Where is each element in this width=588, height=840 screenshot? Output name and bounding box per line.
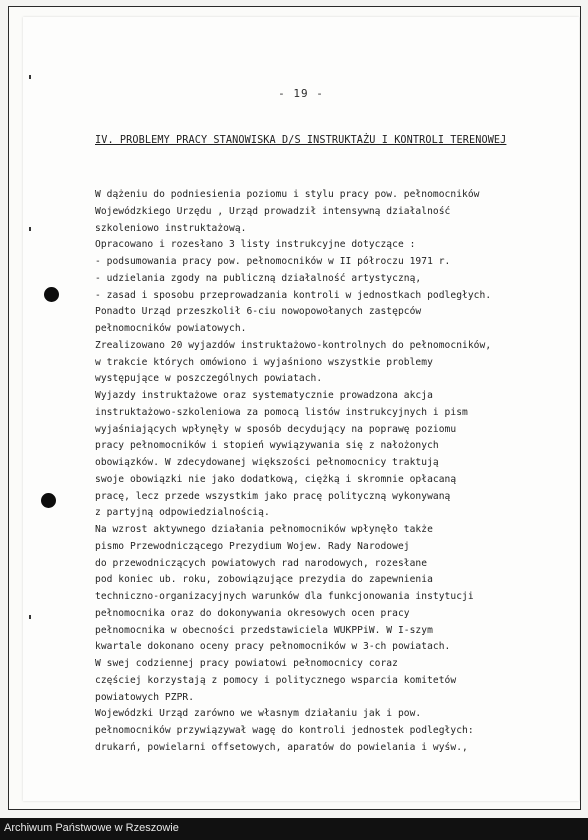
text-line: wyjaśniających wpłynęły w sposób decydujący na poprawę poziomu <box>95 423 457 435</box>
text-line: techniczno-organizacyjnych warunków dla funkcjonowania instytucji <box>95 591 474 602</box>
text-line: Wyjazdy instruktażowe oraz systematycznie prowadzona akcja <box>95 390 433 401</box>
text-line: powiatowych PZPR. <box>95 691 195 703</box>
punch-hole <box>41 493 56 508</box>
text-line: pełnomocników powiatowych. <box>95 323 247 334</box>
body-text <box>95 187 565 757</box>
archive-label: Archiwum Państwowe w Rzeszowie <box>4 822 179 834</box>
text-line: pracę, lecz przede wszystkim jako pracę polityczną wykonywaną <box>95 490 451 502</box>
margin-mark <box>29 227 31 231</box>
text-line: kwartale dokonano oceny pracy pełnomocników w 3-ch powiatach. <box>95 641 451 653</box>
text-line: z partyjną odpowiedzialnością. <box>95 507 270 519</box>
punch-hole <box>44 287 59 302</box>
text-line: Opracowano i rozesłano 3 listy instrukcyjne dotyczące : <box>95 239 416 251</box>
text-line: Ponadto Urząd przeszkolił 6-ciu nowopowołanych zastępców <box>95 306 422 318</box>
text-line: częściej korzystają z pomocy i politycznego wsparcia komitetów <box>95 674 457 686</box>
text-line: pełnomocników przywiązywał wagę do kontroli jednostek podległych: <box>95 725 474 736</box>
text-line: pracy pełnomocników i stopień wywiązywania się z nałożonych <box>95 440 439 452</box>
section-heading: IV. PROBLEMY PRACY STANOWISKA D/S INSTRUKTAŻU I KONTROLI TERENOWEJ <box>95 135 507 146</box>
margin-mark <box>29 615 31 619</box>
margin-mark <box>29 75 31 79</box>
text-line: W dążeniu do podniesienia poziomu i stylu pracy pow. pełnomocników <box>95 189 480 200</box>
text-line: swoje obowiązki nie jako dodatkową, ciężką i skromnie opłacaną <box>95 473 457 485</box>
document-frame <box>8 6 581 810</box>
text-line: Na wzrost aktywnego działania pełnomocników wpłynęło także <box>95 524 433 535</box>
text-line: Wojewódzkiego Urzędu , Urząd prowadził intensywną działalność <box>95 205 451 217</box>
text-line: pismo Przewodniczącego Prezydium Wojew. Rady Narodowej <box>95 540 410 552</box>
page-number: - 19 - <box>278 87 324 100</box>
text-line: występujące w poszczególnych powiatach. <box>95 373 323 385</box>
text-line: pod koniec ub. roku, zobowiązujące prezydia do zapewnienia <box>95 574 433 586</box>
archive-footer <box>0 818 588 840</box>
text-line: w trakcie których omówiono i wyjaśniono wszystkie problemy <box>95 356 433 368</box>
text-line: do przewodniczących powiatowych rad narodowych, rozesłane <box>95 557 428 569</box>
text-line: - podsumowania pracy pow. pełnomocników w II półroczu 1971 r. <box>95 256 451 267</box>
text-line: pełnomocnika w obecności przedstawiciela WUKPPiW. W I-szym <box>95 624 433 636</box>
text-line: W swej codziennej pracy powiatowi pełnomocnicy coraz <box>95 658 398 669</box>
text-line: - udzielania zgody na publiczną działalność artystyczną, <box>95 272 422 284</box>
text-line: instruktażowo-szkoleniowa za pomocą listów instrukcyjnych i pism <box>95 406 468 418</box>
text-line: szkoleniowo instruktażową. <box>95 222 247 234</box>
text-line: - zasad i sposobu przeprowadzania kontroli w jednostkach podległych. <box>95 289 492 301</box>
text-line: drukarń, powielarni offsetowych, aparatów do powielania i wyśw., <box>95 741 468 753</box>
text-line: pełnomocnika oraz do dokonywania okresowych ocen pracy <box>95 607 410 619</box>
document-page <box>23 17 579 801</box>
text-line: Zrealizowano 20 wyjazdów instruktażowo-kontrolnych do pełnomocników, <box>95 339 492 351</box>
text-line: obowiązków. W zdecydowanej większości pełnomocnicy traktują <box>95 457 439 468</box>
text-line: Wojewódzki Urząd zarówno we własnym działaniu jak i pow. <box>95 708 422 720</box>
